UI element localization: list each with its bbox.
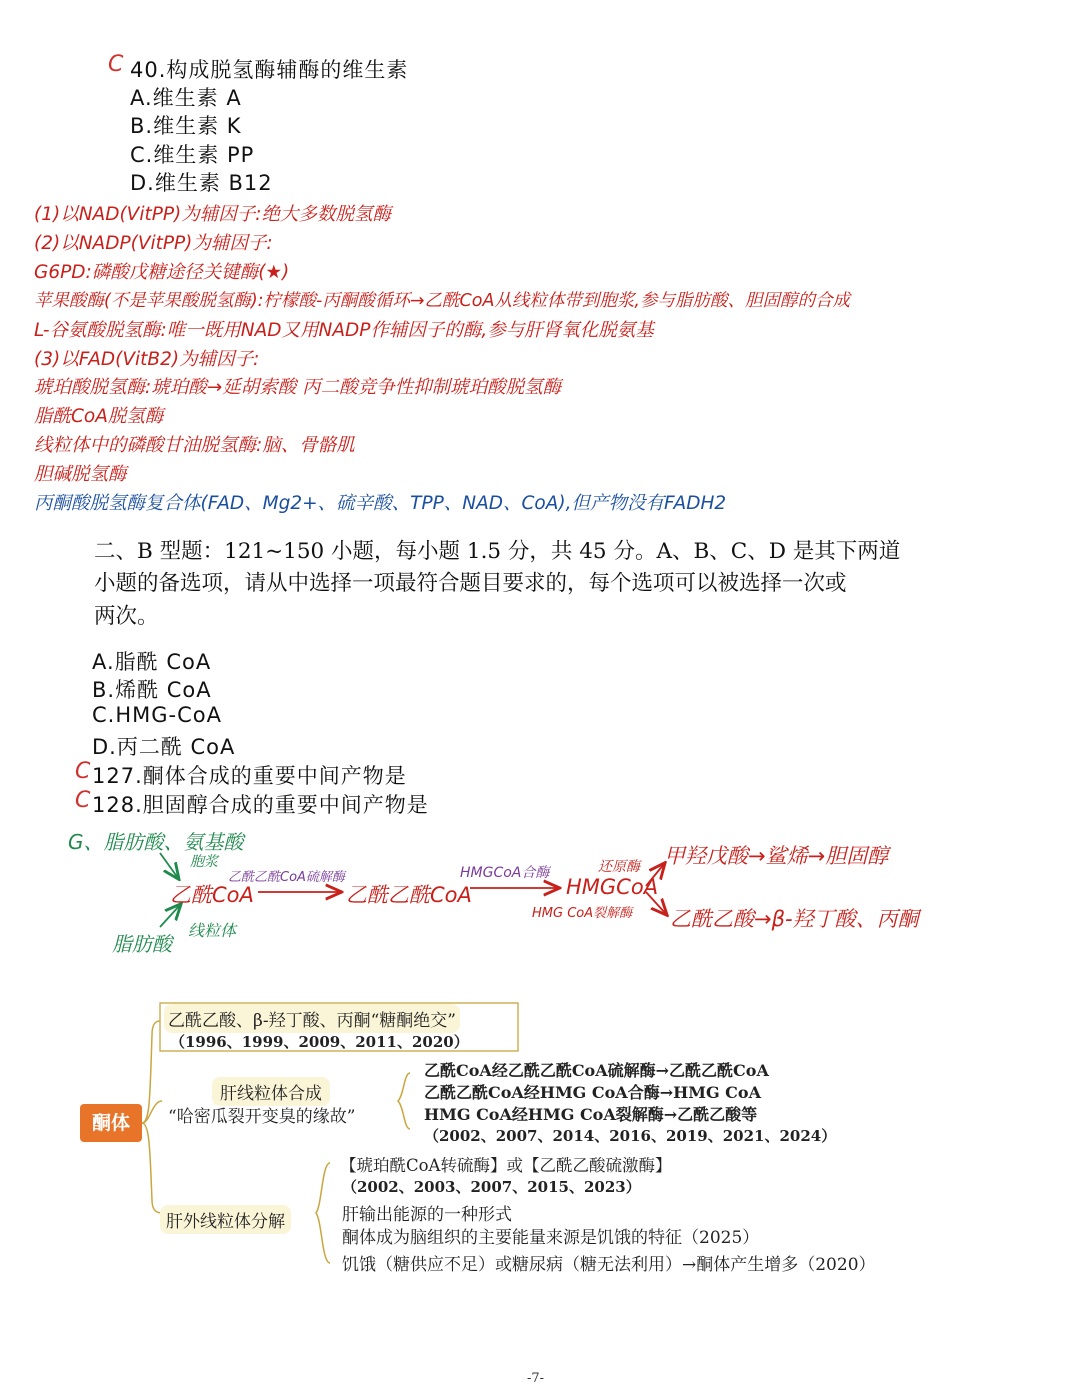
b-option-d: D.丙二酰 CoA xyxy=(92,735,236,759)
mindmap-mid-detail: 乙酰乙酰CoA经HMG CoA合酶→HMG CoA xyxy=(424,1083,761,1102)
mindmap-bottom-detail1: 【琥珀酰CoA转硫酶】或【乙酰乙酸硫激酶】 xyxy=(340,1156,672,1175)
mindmap-bottom-detail2: （2002、2003、2007、2015、2023） xyxy=(342,1178,641,1196)
note-line: (3)以FAD(VitB2)为辅因子: xyxy=(34,349,260,370)
flow-source-2: 脂肪酸 xyxy=(112,932,172,956)
note-line-blue: 丙酮酸脱氢酶复合体(FAD、Mg2+、硫辛酸、TPP、NAD、CoA),但产物没有FADH2 xyxy=(34,493,727,514)
mindmap-bottom-detail3: 酮体成为脑组织的主要能量来源是饥饿的特征（2025） xyxy=(342,1228,760,1248)
mindmap-top-line2: （1996、1999、2009、2011、2020） xyxy=(170,1033,469,1051)
q127-answer-mark: C xyxy=(75,759,91,784)
note-line: 琥珀酸脱氢酶:琥珀酸→延胡索酸 丙二酸竞争性抑制琥珀酸脱氢酶 xyxy=(34,377,562,398)
mindmap-bottom-detail3: 肝输出能源的一种形式 xyxy=(342,1205,512,1225)
q40-stem: 40.构成脱氢酶辅酶的维生素 xyxy=(130,58,409,82)
note-line: 线粒体中的磷酸甘油脱氢酶:脑、骨骼肌 xyxy=(34,435,355,456)
page-number: -7- xyxy=(527,1371,545,1386)
flow-hmg-coa: HMGCoA xyxy=(566,875,659,899)
q40-option-a: A.维生素 A xyxy=(130,86,242,110)
mindmap-root-ketone-body: 酮体 xyxy=(80,1104,142,1142)
flow-enzyme-lyase: HMG CoA裂解酶 xyxy=(532,906,633,921)
flow-cytoplasm-label: 胞浆 xyxy=(190,854,218,870)
mindmap-top-line1: 乙酰乙酸、β-羟丁酸、丙酮“糖酮绝交” xyxy=(164,1004,460,1033)
flow-acetyl-coa: 乙酰CoA xyxy=(170,883,254,907)
mindmap-mid-label2: “哈密瓜裂开变臭的缘故” xyxy=(168,1107,356,1127)
q128-answer-mark: C xyxy=(75,788,91,813)
mindmap-mid-detail: 乙酰CoA经乙酰乙酰CoA硫解酶→乙酰乙酰CoA xyxy=(424,1061,769,1080)
section-b-line3: 两次。 xyxy=(94,604,159,629)
note-line: (1)以NAD(VitPP)为辅因子:绝大多数脱氢酶 xyxy=(34,204,391,225)
flow-acetoacetyl-coa: 乙酰乙酰CoA xyxy=(346,883,472,907)
note-line: (2)以NADP(VitPP)为辅因子: xyxy=(34,233,273,254)
flow-branch-ketone: 乙酰乙酸→β-羟丁酸、丙酮 xyxy=(670,907,919,931)
flow-enzyme-hmg-synthase: HMGCoA合酶 xyxy=(460,865,550,881)
mindmap-mid-detail: （2002、2007、2014、2016、2019、2021、2024） xyxy=(424,1127,837,1145)
flow-branch-cholesterol: 甲羟戊酸→鲨烯→胆固醇 xyxy=(664,844,889,868)
q127-stem: 127.酮体合成的重要中间产物是 xyxy=(92,764,407,788)
q40-option-c: C.维生素 PP xyxy=(130,143,255,167)
note-line: G6PD:磷酸戊糖途径关键酶(★) xyxy=(34,262,290,283)
q40-option-b: B.维生素 K xyxy=(130,114,242,138)
mindmap-mid-label1: 肝线粒体合成 xyxy=(212,1077,330,1106)
mindmap-mid-detail: HMG CoA经HMG CoA裂解酶→乙酰乙酸等 xyxy=(424,1105,758,1124)
section-b-line1: 二、B 型题：121~150 小题，每小题 1.5 分，共 45 分。A、B、C、D 是其下两道 xyxy=(94,539,901,564)
section-b-line2: 小题的备选项，请从中选择一项最符合题目要求的，每个选项可以被选择一次或 xyxy=(94,571,847,596)
b-option-b: B.烯酰 CoA xyxy=(92,678,212,702)
q128-stem: 128.胆固醇合成的重要中间产物是 xyxy=(92,793,429,817)
flow-enzyme-thiolase: 乙酰乙酰CoA硫解酶 xyxy=(228,870,345,885)
note-line: 苹果酸酶(不是苹果酸脱氢酶):柠檬酸-丙酮酸循环→乙酰CoA从线粒体带到胞浆,参与脂肪酸、胆固醇的合成 xyxy=(34,291,850,311)
b-option-c: C.HMG-CoA xyxy=(92,703,222,727)
flow-source-1: G、脂肪酸、氨基酸 xyxy=(68,830,244,854)
q40-answer-mark: C xyxy=(108,52,124,77)
flow-enzyme-reductase: 还原酶 xyxy=(598,859,640,875)
note-line: L-谷氨酸脱氢酶:唯一既用NAD又用NADP作辅因子的酶,参与肝肾氧化脱氨基 xyxy=(34,320,654,341)
mindmap-bottom-detail3: 饥饿（糖供应不足）或糖尿病（糖无法利用）→酮体产生增多（2020） xyxy=(342,1255,876,1275)
q40-option-d: D.维生素 B12 xyxy=(130,171,273,195)
note-line: 脂酰CoA脱氢酶 xyxy=(34,406,164,427)
b-option-a: A.脂酰 CoA xyxy=(92,650,212,674)
note-line: 胆碱脱氢酶 xyxy=(34,464,127,485)
mindmap-bottom-label: 肝外线粒体分解 xyxy=(160,1205,291,1234)
flow-mito-label: 线粒体 xyxy=(188,921,237,940)
